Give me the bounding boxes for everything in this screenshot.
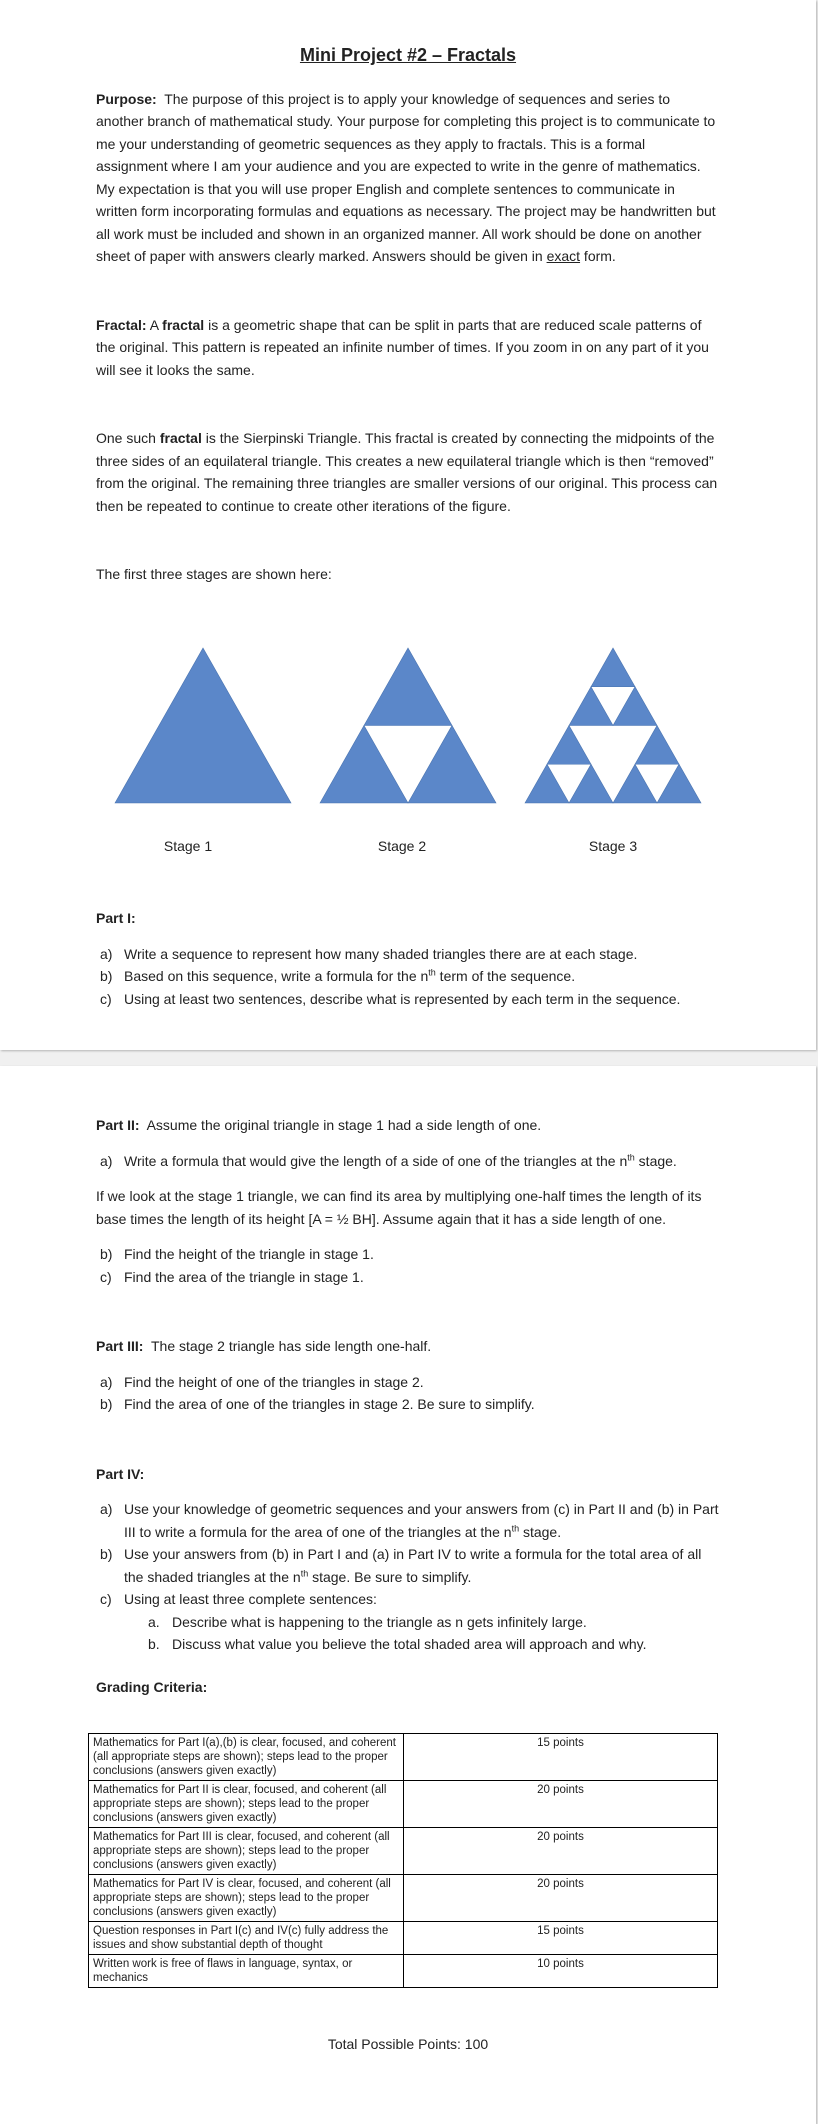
points-cell: 15 points — [404, 1922, 718, 1955]
list-text: Discuss what value you believe the total shaded area will approach and why. — [172, 1636, 647, 1652]
list-text: Find the area of the triangle in stage 1. — [124, 1268, 364, 1285]
part-3-intro-text: The stage 2 triangle has side length one-half. — [151, 1338, 432, 1354]
part-1-heading: Part I: — [96, 910, 136, 926]
fractal-label: Fractal: — [96, 316, 147, 333]
fractal-text: is a geometric shape that can be split in parts that are reduced scale patterns of the original. This pattern is repeated an infinite number of times. If you zoom in on any part of it you will see it looks the same. — [96, 316, 709, 378]
superscript: th — [300, 1567, 309, 1578]
stage-2-label: Stage 2 — [377, 838, 427, 854]
part-3-heading: Part III: — [96, 1338, 144, 1354]
part-2-intro — [96, 1114, 720, 1137]
list-text: stage. — [519, 1523, 562, 1540]
criterion-cell: Mathematics for Part I(a),(b) is clear, focused, and coherent (all appropriate steps are shown); steps lead to the proper conclusions (answers given exactly) — [89, 1734, 404, 1781]
superscript: th — [511, 1522, 520, 1533]
list-marker: a) — [100, 1501, 113, 1517]
stage-3-triangle — [569, 764, 613, 803]
fractal-definition — [96, 314, 720, 382]
criterion-cell: Mathematics for Part IV is clear, focused, and coherent (all appropriate steps are shown); steps lead to the proper conclusions (answers given exactly) — [89, 1875, 404, 1922]
table-row — [89, 1875, 718, 1922]
purpose-tail: form. — [580, 248, 616, 264]
part-1-list — [96, 943, 720, 1011]
superscript: th — [428, 967, 436, 978]
purpose-exact: exact — [546, 248, 581, 264]
sierpinski-figures — [0, 645, 818, 825]
criterion-cell: Written work is free of flaws in language, syntax, or mechanics — [89, 1955, 404, 1988]
page-2 — [0, 1066, 816, 2124]
part-2-middle: If we look at the stage 1 triangle, we can find its area by multiplying one-half times the length of its base times the length of its height [A = ½ BH]. Assume again that it has a side length of one. — [96, 1188, 702, 1227]
superscript: th — [627, 1151, 635, 1162]
stage-3-triangle — [525, 764, 569, 803]
sierpinski-pre: One such — [96, 430, 160, 446]
part-4-sublist — [96, 1611, 720, 1656]
table-row — [89, 1734, 718, 1781]
fractal-bold-word: fractal — [162, 316, 205, 333]
criterion-cell: Question responses in Part I(c) and IV(c) fully address the issues and show substantial depth of thought — [89, 1922, 404, 1955]
sierpinski-text: is the Sierpinski Triangle. This fractal is created by connecting the midpoints of the three sides of an equilateral triangle. This creates a new equilateral triangle which is then “removed” from the original. The remaining three triangles are smaller versions of our original. This process can then be repeated to continue to create other iterations of the figure. — [96, 430, 718, 514]
list-item — [96, 1243, 720, 1266]
purpose-paragraph — [96, 88, 720, 268]
list-text: Find the height of the triangle in stage 1. — [124, 1246, 374, 1262]
list-text: stage. — [634, 1152, 677, 1169]
list-item — [96, 1150, 720, 1173]
stage-3-triangle — [591, 648, 635, 687]
stage-3-triangle — [569, 687, 613, 726]
list-marker: c) — [100, 1268, 112, 1285]
list-item — [96, 1393, 720, 1416]
points-cell: 20 points — [404, 1828, 718, 1875]
page-1 — [0, 0, 816, 1050]
part-2-list-bc — [96, 1243, 720, 1288]
table-row — [89, 1922, 718, 1955]
part-2-heading: Part II: — [96, 1117, 140, 1133]
points-cell: 20 points — [404, 1781, 718, 1828]
part-2-intro-text: Assume the original triangle in stage 1 had a side length of one. — [146, 1117, 542, 1133]
list-text: Using at least two sentences, describe what is represented by each term in the sequence. — [124, 990, 681, 1007]
list-marker: b) — [100, 1246, 113, 1262]
sierpinski-paragraph — [96, 427, 720, 517]
list-text: Write a sequence to represent how many shaded triangles there are at each stage. — [124, 945, 638, 962]
list-text: Find the height of one of the triangles in stage 2. — [124, 1373, 424, 1390]
part-3-intro — [96, 1335, 720, 1358]
list-text: Find the area of one of the triangles in stage 2. Be sure to simplify. — [124, 1396, 535, 1412]
list-text: Use your answers from (b) in Part I and (a) in Part IV to write a formula for the total area of all the shaded triangles at the n — [124, 1546, 702, 1585]
total-points: Total Possible Points: 100 — [327, 2036, 489, 2052]
list-text: Use your knowledge of geometric sequences and your answers from (c) in Part II and (b) in Part III to write a formula for the area of one of the triangles at the n — [124, 1501, 719, 1540]
page-title: Mini Project #2 – Fractals — [299, 45, 517, 65]
stage-3-triangle — [613, 687, 657, 726]
list-marker: c) — [100, 990, 112, 1007]
grading-heading: Grading Criteria: — [96, 1678, 208, 1695]
list-item — [96, 1498, 720, 1543]
list-marker: a. — [148, 1613, 160, 1630]
purpose-text: The purpose of this project is to apply your knowledge of sequences and series to another branch of mathematical study. Your purpose for completing this project is to communicate to me your understanding of geometric sequences as they apply to fractals. This is a formal assignment where I am your audience and you are expected to write in the genre of mathematics. My expectation is that you will use proper English and complete sentences to communicate in written form incorporating formulas and equations as necessary. The project may be handwritten but all work must be included and shown in an organized manner. All work should be done on another sheet of paper with answers clearly marked. Answers should be given in — [96, 90, 716, 264]
stage-3-label: Stage 3 — [588, 838, 638, 854]
list-text: term of the sequence. — [435, 968, 576, 984]
list-item — [96, 943, 720, 966]
list-text: stage. Be sure to simplify. — [308, 1568, 472, 1585]
list-marker: b) — [100, 1546, 113, 1562]
stage-3-triangle — [547, 726, 591, 765]
part-2-list-a — [96, 1150, 720, 1173]
list-marker: b. — [148, 1636, 160, 1652]
table-row — [89, 1828, 718, 1875]
sierpinski-bold-word: fractal — [159, 430, 202, 446]
list-marker: a) — [100, 1152, 113, 1169]
list-text: Write a formula that would give the length of a side of one of the triangles at the n — [124, 1152, 628, 1169]
list-text: Based on this sequence, write a formula for the n — [124, 968, 429, 984]
list-marker: b) — [100, 968, 113, 984]
list-marker: a) — [100, 945, 113, 962]
part-4-list — [96, 1498, 720, 1611]
list-item — [96, 988, 720, 1011]
list-item — [96, 1588, 720, 1611]
points-cell: 15 points — [404, 1734, 718, 1781]
stage-1-triangle — [115, 648, 291, 803]
fractal-pre: A — [149, 316, 163, 333]
stage-1-label: Stage 1 — [163, 838, 213, 854]
part-4-heading: Part IV: — [96, 1465, 145, 1482]
list-item — [96, 1543, 720, 1588]
list-item — [96, 1611, 720, 1634]
stage-3-triangle — [657, 764, 701, 803]
stage-2-triangle — [364, 648, 452, 726]
criterion-cell: Mathematics for Part III is clear, focused, and coherent (all appropriate steps are shown); steps lead to the proper conclusions (answers given exactly) — [89, 1828, 404, 1875]
table-row — [89, 1781, 718, 1828]
stage-3-triangle — [635, 726, 679, 765]
stage-2-triangle — [408, 726, 496, 804]
grading-table — [88, 1733, 718, 1988]
part-3-list — [96, 1371, 720, 1416]
stage-2-triangle — [320, 726, 408, 804]
stages-intro: The first three stages are shown here: — [96, 566, 332, 582]
table-row — [89, 1955, 718, 1988]
list-text: Using at least three complete sentences: — [124, 1591, 377, 1607]
purpose-label: Purpose: — [96, 90, 157, 107]
points-cell: 20 points — [404, 1875, 718, 1922]
criterion-cell: Mathematics for Part II is clear, focused, and coherent (all appropriate steps are shown); steps lead to the proper conclusions (answers given exactly) — [89, 1781, 404, 1828]
list-item — [96, 1266, 720, 1289]
list-marker: c) — [100, 1591, 112, 1607]
list-text: Describe what is happening to the triangle as n gets infinitely large. — [172, 1613, 587, 1630]
list-marker: b) — [100, 1396, 113, 1412]
stage-3-triangle — [613, 764, 657, 803]
list-item — [96, 965, 720, 988]
list-item — [96, 1633, 720, 1656]
points-cell: 10 points — [404, 1955, 718, 1988]
list-item — [96, 1371, 720, 1394]
list-marker: a) — [100, 1373, 113, 1390]
